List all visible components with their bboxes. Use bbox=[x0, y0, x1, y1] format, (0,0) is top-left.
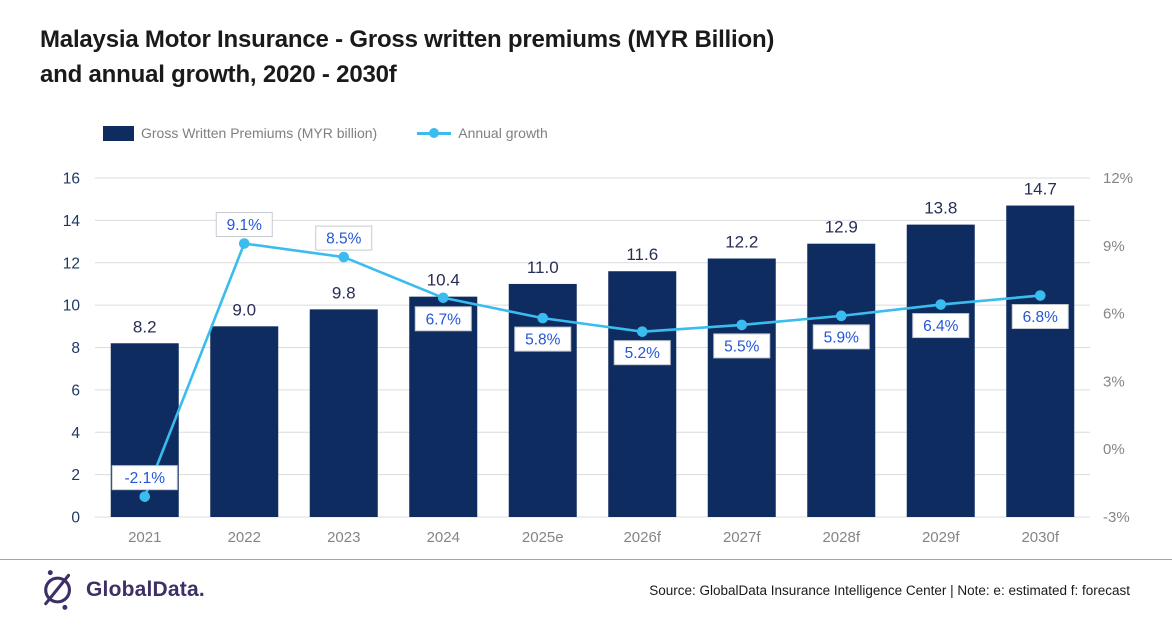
annual-growth-line bbox=[145, 244, 1041, 497]
line-point-2022 bbox=[239, 238, 250, 249]
bar-value-label: 12.9 bbox=[824, 217, 858, 237]
bar-value-label: 9.8 bbox=[331, 283, 356, 303]
line-point-2026f bbox=[637, 326, 648, 337]
combo-chart bbox=[0, 160, 1172, 559]
right-axis-tick: 0% bbox=[1103, 441, 1125, 459]
source-note: Source: GlobalData Insurance Intelligence Center | Note: e: estimated f: forecast bbox=[649, 582, 1130, 598]
bar-value-label: 11.0 bbox=[526, 257, 559, 277]
growth-label: 5.5% bbox=[724, 338, 760, 356]
chart-title-line1: Malaysia Motor Insurance - Gross written premiums (MYR Billion) bbox=[40, 26, 775, 53]
chart-legend bbox=[103, 125, 548, 141]
bar-2026f bbox=[608, 271, 676, 517]
bar-2030f bbox=[1006, 206, 1074, 517]
left-axis-tick: 6 bbox=[71, 382, 80, 400]
growth-label: -2.1% bbox=[124, 470, 165, 488]
right-axis-tick: 9% bbox=[1103, 237, 1125, 255]
x-axis-label: 2029f bbox=[921, 529, 960, 546]
bar-value-label: 12.2 bbox=[725, 232, 759, 252]
line-point-2029f bbox=[935, 299, 946, 310]
bar-value-label: 10.4 bbox=[426, 270, 460, 290]
right-axis-tick: 12% bbox=[1103, 170, 1134, 187]
line-series-marker-icon bbox=[417, 128, 451, 138]
growth-label: 6.7% bbox=[425, 311, 461, 329]
growth-label: 9.1% bbox=[226, 217, 262, 235]
footer bbox=[0, 559, 1172, 628]
line-point-2027f bbox=[736, 320, 747, 331]
chart-canvas bbox=[0, 160, 1172, 559]
right-axis-tick: 6% bbox=[1103, 305, 1125, 323]
legend-item-premiums bbox=[103, 125, 377, 141]
growth-label: 6.4% bbox=[923, 318, 959, 336]
left-axis-tick: 10 bbox=[62, 297, 80, 315]
x-axis-label: 2027f bbox=[722, 529, 761, 546]
x-axis-label: 2023 bbox=[327, 529, 361, 546]
left-axis-tick: 2 bbox=[71, 467, 80, 485]
growth-label: 6.8% bbox=[1022, 309, 1058, 327]
bar-2021 bbox=[111, 343, 179, 517]
bar-value-label: 9.0 bbox=[232, 300, 257, 320]
x-axis-label: 2024 bbox=[426, 529, 460, 546]
growth-label: 5.9% bbox=[823, 329, 859, 347]
globaldata-logo-icon bbox=[40, 569, 77, 611]
x-axis-label: 2028f bbox=[822, 529, 861, 546]
bar-2022 bbox=[210, 326, 278, 517]
left-axis-tick: 16 bbox=[62, 170, 80, 188]
x-axis-label: 2025e bbox=[521, 529, 564, 546]
globaldata-logo-text: GlobalData. bbox=[86, 578, 205, 601]
bar-value-label: 13.8 bbox=[924, 198, 958, 218]
bar-2027f bbox=[708, 259, 776, 517]
bar-2023 bbox=[310, 309, 378, 517]
legend-premiums-label: Gross Written Premiums (MYR billion) bbox=[141, 125, 378, 141]
globaldata-logo bbox=[40, 569, 205, 611]
left-axis-tick: 0 bbox=[71, 509, 80, 527]
x-axis-label: 2021 bbox=[128, 529, 162, 546]
bar-series-swatch-icon bbox=[103, 126, 134, 141]
line-point-2023 bbox=[338, 252, 349, 263]
bar-value-label: 8.2 bbox=[132, 317, 157, 337]
bar-value-label: 11.6 bbox=[626, 245, 659, 265]
left-axis-tick: 12 bbox=[62, 255, 80, 273]
chart-title bbox=[40, 22, 774, 92]
bar-2028f bbox=[807, 244, 875, 517]
growth-label: 5.8% bbox=[525, 331, 561, 349]
x-axis-label: 2026f bbox=[623, 529, 662, 546]
line-point-2024 bbox=[438, 292, 449, 303]
x-axis-label: 2030f bbox=[1021, 529, 1060, 546]
chart-title-line2: and annual growth, 2020 - 2030f bbox=[40, 61, 397, 88]
line-point-2021 bbox=[139, 491, 150, 502]
bar-value-label: 14.7 bbox=[1023, 179, 1057, 199]
growth-label: 5.2% bbox=[624, 345, 660, 363]
growth-label: 8.5% bbox=[326, 230, 362, 248]
left-axis-tick: 14 bbox=[62, 212, 80, 230]
legend-growth-label: Annual growth bbox=[458, 125, 548, 141]
line-point-2030f bbox=[1035, 290, 1046, 301]
x-axis-label: 2022 bbox=[227, 529, 261, 546]
line-point-2028f bbox=[836, 311, 847, 322]
legend-item-growth bbox=[417, 125, 548, 141]
left-axis-tick: 8 bbox=[71, 340, 80, 357]
right-axis-tick: 3% bbox=[1103, 373, 1125, 391]
line-point-2025e bbox=[537, 313, 548, 324]
left-axis-tick: 4 bbox=[71, 424, 80, 442]
right-axis-tick: -3% bbox=[1103, 509, 1130, 526]
bar-2029f bbox=[907, 225, 975, 517]
